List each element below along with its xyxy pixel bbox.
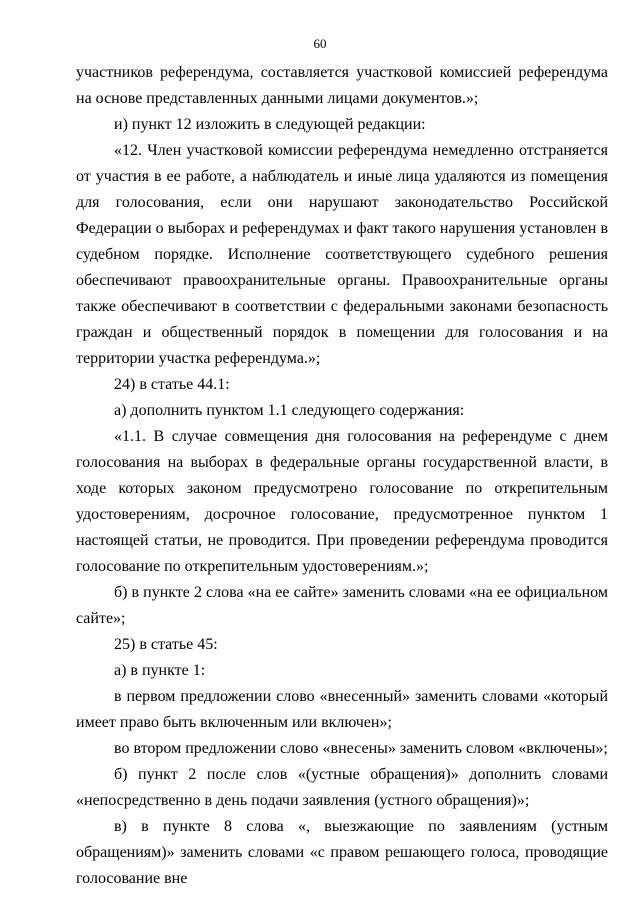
paragraph-item-24b: б) в пункте 2 слова «на ее сайте» заменить словами «на ее официальном сайте»; [76, 584, 608, 627]
paragraph-first-sentence: в первом предложении слово «внесенный» заменить словами «который имеет право быть включенным или включен»; [76, 688, 608, 731]
paragraph-item-25b: б) пункт 2 после слов «(устные обращения)» дополнить словами «непосредственно в день подачи заявления (устного обращения)»; [76, 766, 608, 809]
paragraph-continuation: участников референдума, составляется участковой комиссией референдума на основе представленных данными лицами документов.»; [76, 64, 608, 107]
paragraph-clause-1-1: «1.1. В случае совмещения дня голосования на референдуме с днем голосования на выборах в федеральные органы государственной власти, в ходе которых законом предусмотрено голосование по открепительным удостоверениям, досрочное голосование, предусмотренное пунктом 1 настоящей статьи, не проводится. При проведении референдума проводится голосование по открепительным удостоверениям.»; [76, 428, 608, 575]
page-number: 60 [313, 36, 327, 51]
paragraph-second-sentence: во втором предложении слово «внесены» заменить словом «включены»; [114, 740, 608, 757]
paragraph-item-25: 25) в статье 45: [114, 636, 218, 653]
paragraph-clause-12: «12. Член участковой комиссии референдума немедленно отстраняется от участия в ее работе, а наблюдатель и иные лица удаляются из помещения для голосования, если они нарушают законодательство Российской Федерации о выборах и референдумах и факт такого нарушения установлен в судебном порядке. Исполнение соответствующего судебного решения обеспечивают правоохранительные органы. Правоохранительные органы также обеспечивают в соответствии с федеральными законами безопасность граждан и общественный порядок в помещении для голосования и на территории участка референдума.»; [76, 142, 608, 367]
document-body [76, 60, 608, 892]
paragraph-item-24a: а) дополнить пунктом 1.1 следующего содержания: [114, 402, 465, 419]
paragraph-item-24: 24) в статье 44.1: [114, 376, 230, 393]
paragraph-item-25a: а) в пункте 1: [114, 662, 206, 679]
paragraph-item-i: и) пункт 12 изложить в следующей редакции: [114, 116, 426, 133]
paragraph-item-25v: в) в пункте 8 слова «, выезжающие по заявлениям (устным обращениям)» заменить словами «с правом решающего голоса, проводящие голосование вне [76, 818, 608, 887]
